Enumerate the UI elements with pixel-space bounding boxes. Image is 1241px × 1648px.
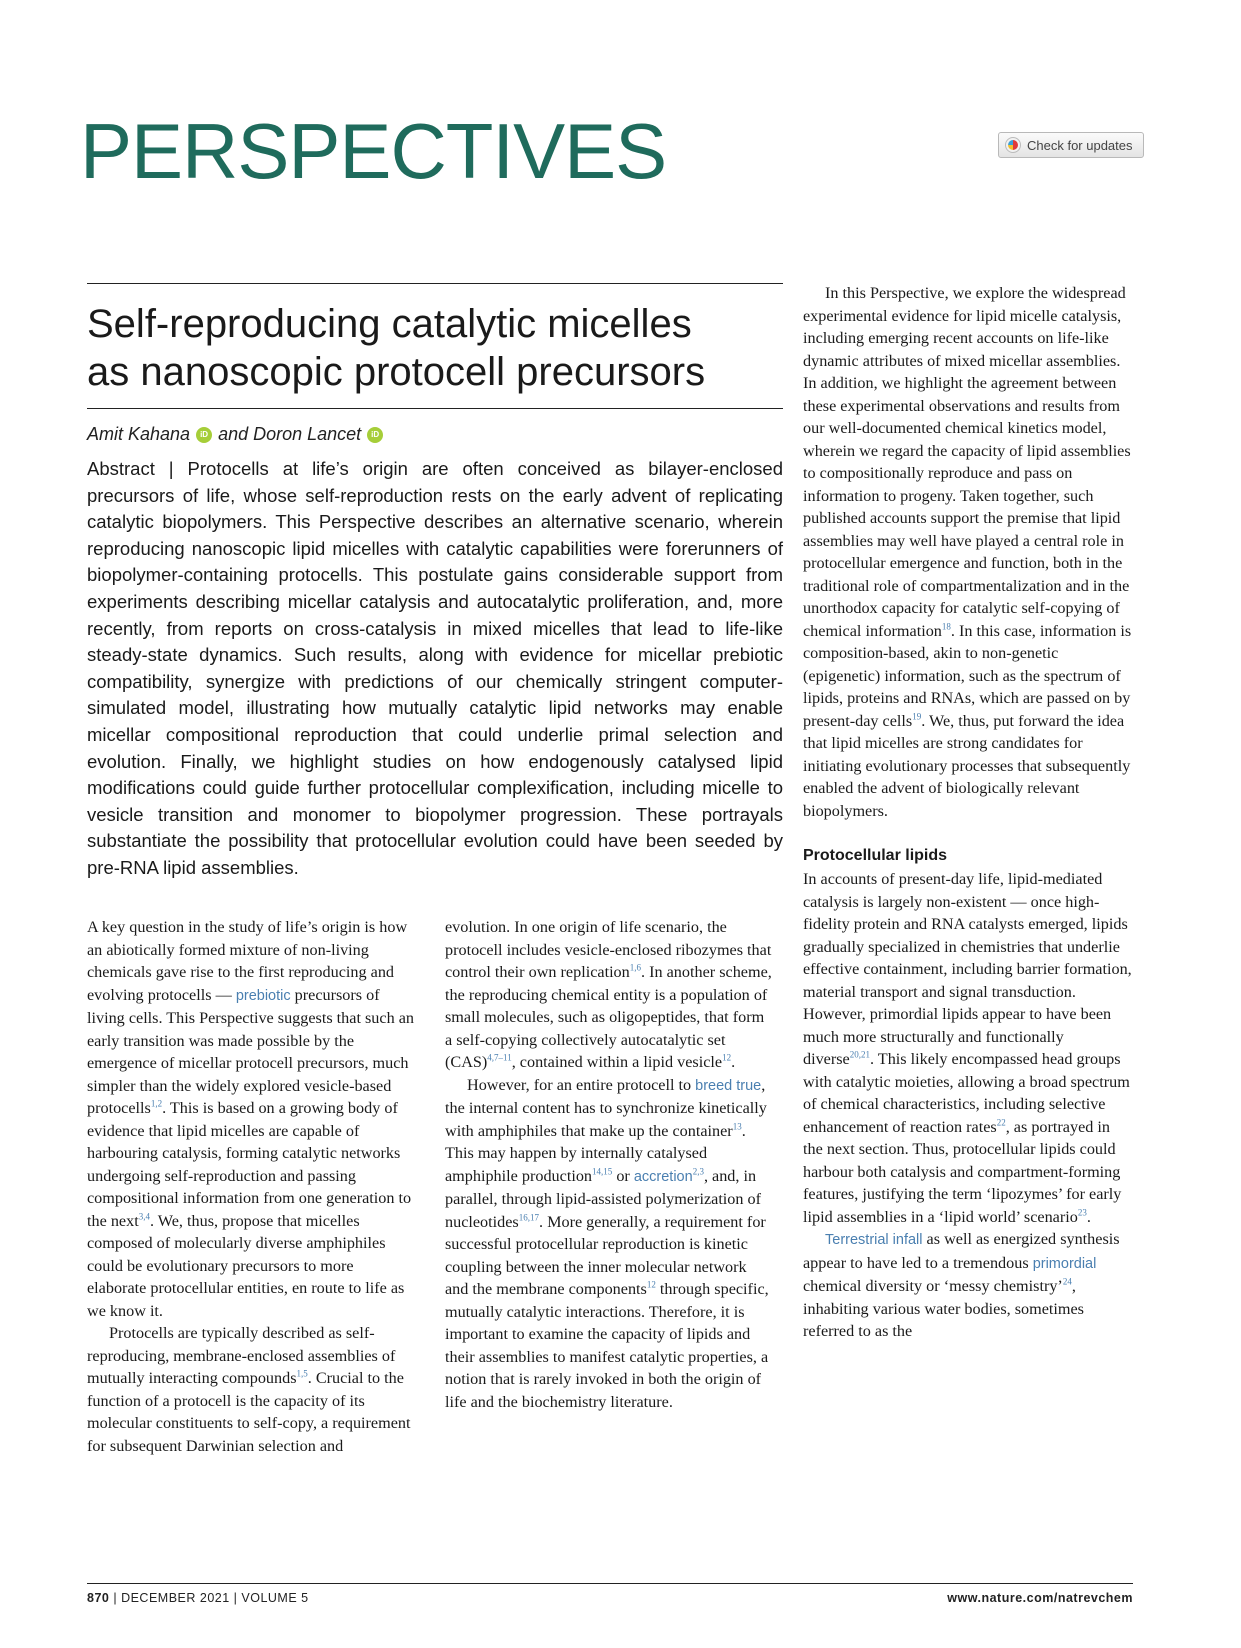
paragraph: A key question in the study of life’s origin is how an abiotically formed mixture of non-living chemicals gave rise to the first reproducing and evolving protocells — prebiotic precursors of living cells. This Perspective suggests that such an early transition was made possible by the emergence of micellar protocell precursors, much simpler than the widely explored vesicle-based protocells$^{1,2}$. This is based on a growing body of evidence that lipid micelles are capable of harbouring catalysis, forming catalytic networks undergoing self-reproduction and passing compositional information from one generation to the next$^{3,4}$. We, thus, propose that micelles composed of molecularly diverse amphiphiles could be evolutionary precursors to more elaborate protocellular entities, en route to life as we know it. [87,918,414,1320]
journal-url[interactable]: www.nature.com/natrevchem [947,1591,1133,1605]
issue-info: | DECEMBER 2021 | VOLUME 5 [113,1591,309,1605]
footer-rule [87,1583,1133,1584]
paragraph: Protocells are typically described as self-reproducing, membrane-enclosed assemblies of mutually interacting compounds$^{1,5}$. Crucial to the function of a protocell is the capacity of its molecular constituents to self-copy, a requirement for subsequent Darwinian selection and [87,1324,411,1455]
check-for-updates-label: Check for updates [1027,137,1133,153]
citation-link[interactable]: 3,4 [138,1211,150,1222]
citation-link[interactable]: 1,2 [150,1098,163,1109]
glossary-term[interactable]: prebiotic [235,987,291,1004]
section-heading: Protocellular lipids [803,847,948,864]
abstract-separator: | [168,458,174,479]
glossary-term[interactable]: breed true [695,1077,762,1094]
paragraph: Terrestrial infall as well as energized synthesis appear to have led to a tremendous primordial chemical diversity or ‘messy chemistry’$^{24}$, inhabiting various water bodies, sometimes referred to as the [803,1230,1120,1340]
citation-link[interactable]: 23 [1077,1207,1087,1218]
footer-issue [87,1591,309,1605]
author-line [87,424,383,445]
citation-link[interactable]: 1,5 [296,1368,308,1379]
author-name[interactable]: and Doron Lancet [218,424,362,444]
citation-link[interactable]: 1,6 [629,962,641,973]
citation-link[interactable]: 12 [646,1279,656,1290]
abstract-text: Protocells at life’s origin are often conceived as bilayer-enclosed precursors of life, whose self-reproduction rests on the early advent of replicating catalytic biopolymers. This Perspective describes an alternative scenario, wherein reproducing nanoscopic lipid micelles with catalytic capabilities were forerunners of biopolymer-containing protocells. This postulate gains considerable support from experiments describing micellar catalysis and autocatalytic proliferation, and, more recently, from reports on cross-catalysis in mixed micelles that lead to life-like steady-state dynamics. Such results, along with evidence for micellar prebiotic compatibility, synergize with predictions of our chemically stringent computer-simulated model, illustrating how mutually catalytic lipid networks may enable micellar compositional reproduction that could underlie primal selection and evolution. Finally, we highlight studies on how endogenously catalysed lipid modifications could guide further protocellular complexification, including micelle to vesicle transition and monomer to biopolymer progression. These portrayals substantiate the possibility that protocellular evolution could have been seeded by pre-RNA lipid assemblies. [87,458,784,878]
citation-link[interactable]: 4,7–11 [487,1052,512,1063]
section-title: PERSPECTIVES [80,107,667,195]
title-rule-bottom [87,408,783,409]
citation-link[interactable]: 2,3 [692,1166,704,1177]
article-title: Self-reproducing catalytic micelles as nanoscopic protocell precursors [87,302,706,394]
body-column-left [87,916,415,1457]
paragraph: evolution. In one origin of life scenario, the protocell includes vesicle-enclosed ribozymes that control their own replication$^{1,6}$. In another scheme, the reproducing chemical entity is a population of small molecules, such as oligopeptides, that form a self-copying collectively autocatalytic set (CAS)$^{4,7-11}$, contained within a lipid vesicle$^{12}$. [445,918,772,1071]
abstract-label: Abstract [87,458,155,479]
glossary-term[interactable]: Terrestrial infall [825,1232,923,1248]
abstract [87,456,783,882]
check-for-updates-button[interactable] [998,132,1144,158]
paragraph: In this Perspective, we explore the widespread experimental evidence for lipid micelle catalysis, including emerging recent accounts on life-like dynamic attributes of mixed micellar assemblies. In addition, we highlight the agreement between these experimental observations and results from our well-documented chemical kinetics model, wherein we regard the capacity of lipid assemblies to compositionally reproduce and pass on information to progeny. Taken together, such published accounts support the premise that lipid assemblies may well have played a central role in protocellular emergence and function, both in the traditional role of compartmentalization and in the unorthodox capacity for catalytic self-copying of chemical information$^{18}$. In this case, information is composition-based, akin to non-genetic (epigenetic) information, such as the spectrum of lipids, proteins and RNAs, which are passed on by present-day cells$^{19}$. We, thus, put forward the idea that lipid micelles are strong candidates for initiating evolutionary processes that subsequently enabled the advent of biologically relevant biopolymers. [803,284,1132,820]
orcid-icon[interactable]: iD [196,427,212,443]
citation-link[interactable]: 16,17 [518,1212,539,1223]
page-number: 870 [87,1591,110,1605]
crossmark-icon [1005,137,1021,153]
body-column-right [803,282,1133,1343]
citation-link[interactable]: 13 [732,1121,742,1132]
glossary-term[interactable]: primordial [1032,1255,1097,1272]
citation-link[interactable]: 22 [996,1117,1006,1128]
citation-link[interactable]: 19 [912,711,922,722]
title-rule-top [87,283,783,284]
author-name[interactable]: Amit Kahana [87,424,191,444]
paragraph: However, for an entire protocell to breed true, the internal content has to synchronize kinetically with amphiphiles that make up the container$^{13}$. This may happen by internally catalysed amphiphile production$^{14,15}$ or accretion$^{2,3}$, and, in parallel, through lipid-assisted polymerization of nucleotides$^{16,17}$. More generally, a requirement for successful protocellular reproduction is kinetic coupling between the inner molecular network and the membrane components$^{12}$ through specific, mutually catalytic interactions. Therefore, it is important to examine the capacity of lipids and their assemblies to manifest catalytic properties, a notion that is rarely invoked in both the origin of life and the biochemistry literature. [445,1075,769,1411]
citation-link[interactable]: 20,21 [849,1049,870,1060]
citation-link[interactable]: 12 [722,1052,732,1063]
paragraph: In accounts of present-day life, lipid-mediated catalysis is largely non-existent — once high-fidelity protein and RNA catalysts emerged, lipids gradually specialized in chemistries that underlie effective containment, including barrier formation, material transport and signal transduction. However, primordial lipids appear to have been much more structurally and functionally diverse$^{20,21}$. This likely encompassed head groups with catalytic moieties, allowing a broad spectrum of chemical characteristics, including selective enhancement of reaction rates$^{22}$, as portrayed in the next section. Thus, protocellular lipids could harbour both catalysis and compartment-forming features, justifying the term ‘lipozymes’ for early lipid assemblies in a ‘lipid world’ scenario$^{23}$. [803,870,1132,1226]
citation-link[interactable]: 18 [941,621,951,632]
orcid-icon[interactable]: iD [367,427,383,443]
glossary-term[interactable]: accretion [633,1168,693,1185]
citation-link[interactable]: 14,15 [592,1166,613,1177]
body-column-middle [445,916,773,1413]
citation-link[interactable]: 24 [1062,1276,1072,1287]
